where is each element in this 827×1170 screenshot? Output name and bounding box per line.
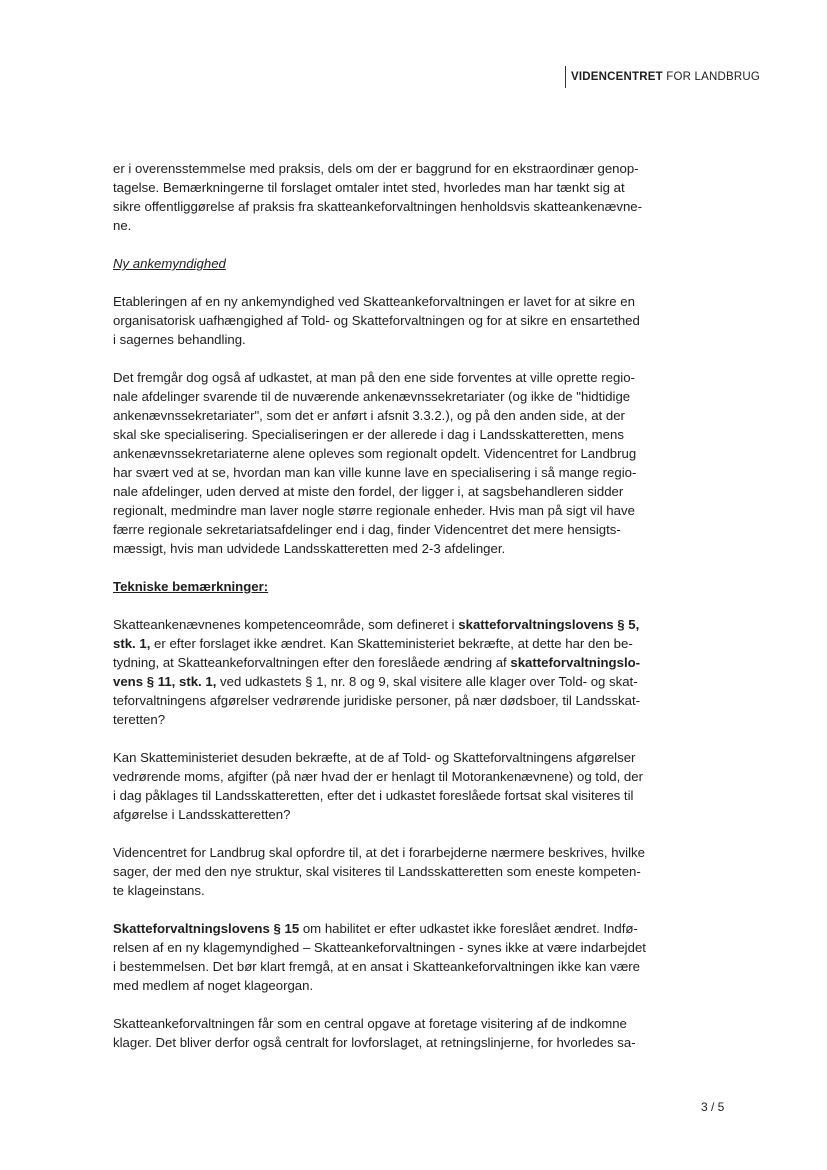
text-run: nale afdelinger, uden derved at miste den fordel, der ligger i, at sagsbehandleren sidder bbox=[113, 484, 624, 499]
text-line bbox=[113, 881, 653, 900]
text-run: relsen af en ny klagemyndighed – Skatteankeforvaltningen - synes ikke at være indarbejdet bbox=[113, 940, 646, 955]
text-line bbox=[113, 653, 653, 672]
text-run: er i overensstemmelse med praksis, dels om der er baggrund for en ekstraordinær genop- bbox=[113, 161, 639, 176]
text-line bbox=[113, 330, 653, 349]
text-line bbox=[113, 976, 653, 995]
text-run: med medlem af noget klageorgan. bbox=[113, 978, 314, 993]
text-line bbox=[113, 368, 653, 387]
text-line bbox=[113, 938, 653, 957]
text-line bbox=[113, 919, 653, 938]
text-run: regionalt, medmindre man laver nogle større regionale enheder. Hvis man på sigt vil have bbox=[113, 503, 635, 518]
text-run: er efter forslaget ikke ændret. Kan Skatteministeriet bekræfte, at dette har den be- bbox=[150, 636, 633, 651]
paragraph bbox=[113, 919, 653, 995]
section-heading: Tekniske bemærkninger: bbox=[113, 579, 269, 594]
text-line bbox=[113, 691, 653, 710]
text-line bbox=[113, 178, 653, 197]
text-line bbox=[113, 957, 653, 976]
text-line bbox=[113, 767, 653, 786]
text-run: organisatorisk uafhængighed af Told- og Skatteforvaltningen og for at sikre en ensartethed bbox=[113, 313, 640, 328]
text-line bbox=[113, 634, 653, 653]
bold-text: skatteforvaltningslovens § 5, bbox=[458, 617, 640, 632]
text-run: har svært ved at se, hvordan man kan ville kunne lave en specialisering i så mange regio- bbox=[113, 465, 637, 480]
text-line bbox=[113, 843, 653, 862]
text-run: Videncentret for Landbrug skal opfordre til, at det i forarbejderne nærmere beskrives, hvilke bbox=[113, 845, 645, 860]
text-line bbox=[113, 862, 653, 881]
text-line bbox=[113, 425, 653, 444]
section-heading: Ny ankemyndighed bbox=[113, 256, 226, 271]
spacer bbox=[113, 824, 653, 843]
bold-text: skatteforvaltningslo- bbox=[510, 655, 641, 670]
text-line bbox=[113, 615, 653, 634]
text-run: Skatteankeforvaltningen får som en central opgave at foretage visitering af de indkomne bbox=[113, 1016, 627, 1031]
spacer bbox=[113, 729, 653, 748]
text-run: Kan Skatteministeriet desuden bekræfte, at de af Told- og Skatteforvaltningens afgørelser bbox=[113, 750, 636, 765]
spacer bbox=[113, 235, 653, 254]
paragraph bbox=[113, 748, 653, 824]
spacer bbox=[113, 900, 653, 919]
text-run: nale afdelinger svarende til de nuværende ankenævnssekretariater (og ikke de "hidtidige bbox=[113, 389, 631, 404]
letterhead-org-bold: VIDENCENTRET bbox=[571, 71, 663, 83]
text-run: ankenævnssekretariater", som det er anført i afsnit 3.3.2.), og på den anden side, at der bbox=[113, 408, 625, 423]
text-run: tagelse. Bemærkningerne til forslaget omtaler intet sted, hvorledes man har tænkt sig at bbox=[113, 180, 625, 195]
text-line bbox=[113, 159, 653, 178]
text-run: ved udkastets § 1, nr. 8 og 9, skal visitere alle klager over Told- og skat- bbox=[216, 674, 638, 689]
text-line bbox=[113, 539, 653, 558]
paragraph bbox=[113, 368, 653, 558]
text-run: ankenævnssekretariaterne alene opleves som regionalt opdelt. Videncentret for Landbrug bbox=[113, 446, 637, 461]
text-run: teretten? bbox=[113, 712, 166, 727]
text-line bbox=[113, 216, 653, 235]
text-run: Etableringen af en ny ankemyndighed ved Skatteankeforvaltningen er lavet for at sikre en bbox=[113, 294, 635, 309]
bold-text: Skatteforvaltningslovens § 15 bbox=[113, 921, 300, 936]
text-run: i dag påklages til Landsskatteretten, efter det i udkastet foreslåede fortsat skal visiteres til bbox=[113, 788, 634, 803]
spacer bbox=[113, 273, 653, 292]
text-run: Det fremgår dog også af udkastet, at man på den ene side forventes at ville oprette regio- bbox=[113, 370, 635, 385]
text-run: færre regionale sekretariatsafdelinger end i dag, finder Videncentret det mere hensigts- bbox=[113, 522, 621, 537]
text-line bbox=[113, 406, 653, 425]
text-run: Skatteankenævnenes kompetenceområde, som defineret i bbox=[113, 617, 459, 632]
text-run: afgørelse i Landsskatteretten? bbox=[113, 807, 291, 822]
paragraph bbox=[113, 615, 653, 729]
text-line bbox=[113, 520, 653, 539]
text-run: sager, der med den nye struktur, skal visiteres til Landsskatteretten som eneste kompeten- bbox=[113, 864, 641, 879]
page-number: 3 / 5 bbox=[701, 1100, 725, 1114]
paragraph bbox=[113, 843, 653, 900]
text-run: mæssigt, hvis man udvidede Landsskatteretten med 2-3 afdelinger. bbox=[113, 541, 506, 556]
paragraph bbox=[113, 1014, 653, 1052]
text-run: tydning, at Skatteankeforvaltningen efter den foreslåede ændring af bbox=[113, 655, 511, 670]
text-run: om habilitet er efter udkastet ikke foreslået ændret. Indfø- bbox=[299, 921, 638, 936]
spacer bbox=[113, 995, 653, 1014]
text-line bbox=[113, 387, 653, 406]
spacer bbox=[113, 558, 653, 577]
paragraph bbox=[113, 292, 653, 349]
letterhead-org-rest: FOR LANDBRUG bbox=[662, 71, 761, 83]
text-run: skal ske specialisering. Specialiseringen er der allerede i dag i Landsskatteretten, mens bbox=[113, 427, 624, 442]
text-line bbox=[113, 1014, 653, 1033]
text-line bbox=[113, 786, 653, 805]
paragraph bbox=[113, 159, 653, 235]
text-line bbox=[113, 482, 653, 501]
bold-text: vens § 11, stk. 1, bbox=[113, 674, 217, 689]
text-line bbox=[113, 710, 653, 729]
text-line bbox=[113, 292, 653, 311]
text-line bbox=[113, 197, 653, 216]
text-run: i bestemmelsen. Det bør klart fremgå, at en ansat i Skatteankeforvaltningen ikke kan være bbox=[113, 959, 641, 974]
text-run: vedrørende moms, afgifter (på nær hvad der er henlagt til Motorankenævnene) og told, der bbox=[113, 769, 643, 784]
text-line bbox=[113, 463, 653, 482]
text-run: ne. bbox=[113, 218, 132, 233]
letterhead bbox=[565, 66, 760, 88]
text-line bbox=[113, 311, 653, 330]
text-run: te klageinstans. bbox=[113, 883, 205, 898]
text-line bbox=[113, 501, 653, 520]
text-run: teforvaltningens afgørelser vedrørende juridiske personer, på nær dødsboer, til Landsskat- bbox=[113, 693, 641, 708]
text-run: klager. Det bliver derfor også centralt for lovforslaget, at retningslinjerne, for hvorledes sa- bbox=[113, 1035, 636, 1050]
text-line bbox=[113, 1033, 653, 1052]
document-body bbox=[113, 159, 653, 1052]
text-line bbox=[113, 444, 653, 463]
text-line bbox=[113, 805, 653, 824]
text-run: i sagernes behandling. bbox=[113, 332, 246, 347]
spacer bbox=[113, 596, 653, 615]
text-line bbox=[113, 672, 653, 691]
text-run: sikre offentliggørelse af praksis fra skatteankeforvaltningen henholdsvis skatteankenævne- bbox=[113, 199, 643, 214]
spacer bbox=[113, 349, 653, 368]
text-line bbox=[113, 748, 653, 767]
bold-text: stk. 1, bbox=[113, 636, 151, 651]
